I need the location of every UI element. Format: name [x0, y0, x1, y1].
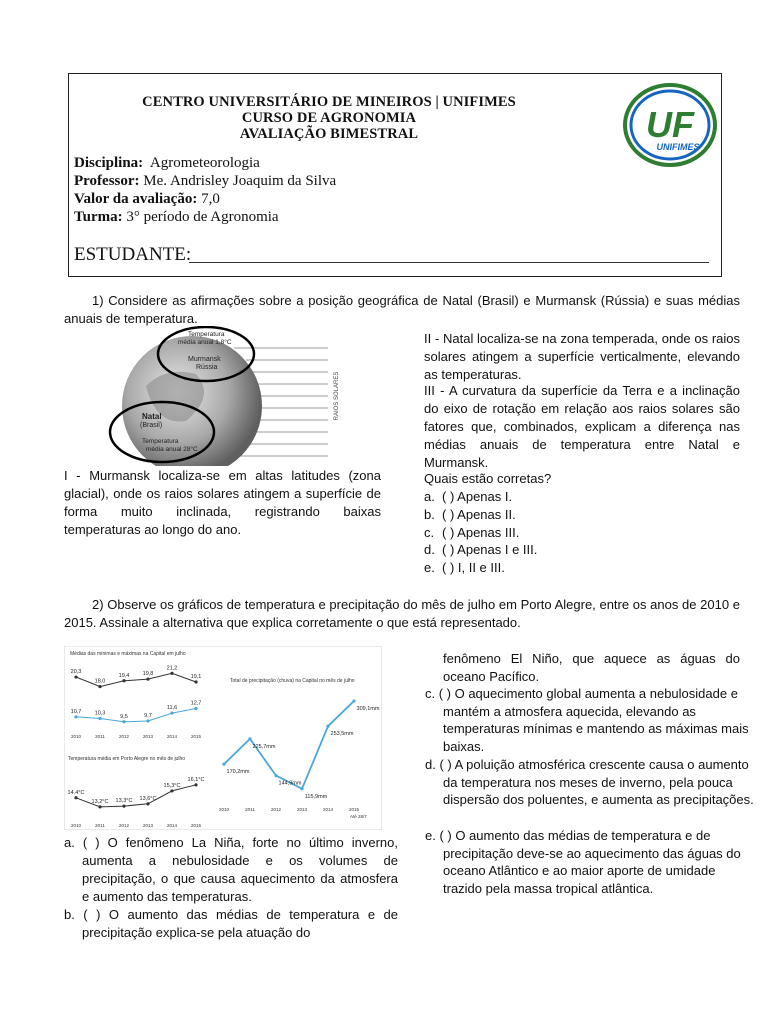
chart3-precip-value-label: 144,9mm [278, 780, 302, 787]
chart1-max-point [74, 675, 77, 678]
exam-title: AVALIAÇÃO BIMESTRAL [239, 126, 419, 142]
chart1-min-point [170, 711, 173, 714]
q1-option-d[interactable]: d. ( ) Apenas I e III. [424, 542, 538, 557]
murmansk-label-2: Rússia [196, 364, 218, 371]
chart2-mean-value-label: 15,3°C [163, 782, 181, 789]
professor-label: Professor: [74, 173, 140, 189]
q1-question: Quais estão corretas? [424, 471, 552, 486]
institution-name: CENTRO UNIVERSITÁRIO DE MINEIROS | UNIFIMES [142, 94, 516, 110]
chart2-mean-value-label: 13,2°C [91, 798, 109, 805]
chart2-tick-label: 2015 [190, 823, 202, 828]
chart1-max-point [194, 680, 197, 683]
q2-option-c[interactable]: c. ( ) O aquecimento global aumenta a nebulosidade e mantém a atmosfera aquecida, elevando as temperaturas mínimas e mantendo as máximas mais baixas. [425, 686, 749, 754]
top-temp-label-2: média anual 1,8°C [178, 339, 232, 346]
chart3-tick-label: 2012 [270, 807, 282, 812]
chart3-precip-value-label: 225,7mm [252, 743, 276, 750]
chart1-tick-label: 2012 [118, 734, 130, 739]
chart3-tick-label: 2011 [245, 807, 255, 812]
q1-prompt: 1) Considere as afirmações sobre a posição geográfica de Natal (Brasil) e Murmansk (Rússia) e suas médias anuais de temperatura. [64, 293, 740, 326]
unifimes-logo [622, 82, 718, 168]
class-label: Turma: [74, 209, 123, 225]
chart3-title: Total de precipitação (chuva) na Capital no mês de julho [230, 678, 355, 684]
natal-label-2: (Brasil) [140, 422, 163, 429]
rays-label: RAIOS SOLARES [334, 371, 340, 421]
chart1-max-point [146, 678, 149, 681]
chart1-max-point [122, 679, 125, 682]
chart2-mean-point [98, 805, 101, 808]
q2-option-b-cont: fenômeno El Niño, que aquece as águas do oceano Pacífico. [443, 651, 740, 684]
q1-statement-2: II - Natal localiza-se na zona temperada, onde os raios solares atingem a superfície verticalmente, elevando as temperaturas. [424, 331, 740, 382]
class-value: 3° período de Agronomia [126, 209, 279, 225]
chart1-tick-label: 2014 [166, 734, 178, 739]
chart3-precip-value-label: 170,2mm [226, 769, 250, 776]
chart2-title: Temperatura média em Porto Alegre no mês de julho [68, 756, 186, 762]
class-line [74, 208, 279, 226]
chart2-tick-label: 2013 [142, 823, 154, 828]
bottom-temp-label-2: média anual 28°C [146, 446, 198, 453]
chart3-tick-label: 2014 [322, 807, 334, 812]
q1-option-b[interactable]: b. ( ) Apenas II. [424, 507, 516, 522]
q2-option-e[interactable]: e. ( ) O aumento das médias de temperatura e de precipitação deve-se ao aquecimento das águas do oceano Atlântico e ao maior aporte de umidade trazido pela massa tropical atlântica. [425, 828, 741, 896]
chart3-precip-point [222, 762, 225, 765]
chart2-mean-value-label: 14,4°C [67, 789, 85, 796]
chart3-precip-value-label: 309,1mm [356, 705, 380, 712]
chart1-min-point [74, 715, 77, 718]
chart1-tick-label: 2011 [95, 734, 105, 739]
chart1-tick-label: 2013 [142, 734, 154, 739]
value-line [74, 190, 220, 208]
chart1-min-value-label: 11,6 [166, 705, 178, 712]
chart2-mean-point [170, 789, 173, 792]
student-label: ESTUDANTE: [74, 244, 192, 265]
q1-statement-1: I - Murmansk localiza-se em altas latitudes (zona glacial), onde os raios solares atingem a superfície de forma muito inclinada, registrando baixas temperaturas ao longo do ano. [64, 468, 381, 537]
chart1-max-value-label: 19,8 [142, 671, 154, 678]
chart3-precip-point [248, 737, 251, 740]
chart1-max-point [98, 685, 101, 688]
chart2-mean-point [146, 802, 149, 805]
exam-header [68, 73, 722, 277]
chart3-precip-point [274, 774, 277, 777]
chart1-max-point [170, 672, 173, 675]
chart1-min-point [194, 707, 197, 710]
chart2-mean-value-label: 13,6°C [139, 795, 157, 802]
chart3-precip-point [300, 787, 303, 790]
chart3-tick-label: 2010 [218, 807, 230, 812]
chart1-tick-label: 2010 [70, 734, 82, 739]
natal-label-1: Natal [142, 412, 162, 421]
chart1-min-value-label: 9,5 [120, 713, 128, 720]
chart3-precip-value-label: 253,5mm [330, 731, 354, 738]
professor-line [74, 172, 336, 190]
chart1-max-value-label: 21,2 [166, 665, 178, 672]
chart2-mean-point [194, 783, 197, 786]
chart1-max-value-label: 18,0 [94, 678, 106, 685]
chart3-note: Até 28/7 [350, 814, 367, 819]
chart1-min-value-label: 12,7 [190, 700, 202, 707]
chart3-precip-point [352, 699, 355, 702]
top-temp-label-1: Temperatura [188, 331, 225, 338]
discipline-label: Disciplina: [74, 155, 144, 171]
chart2-mean-value-label: 16,1°C [187, 776, 205, 783]
chart1-min-point [98, 717, 101, 720]
chart2-mean-value-label: 13,3°C [115, 798, 133, 805]
chart2-tick-label: 2014 [166, 823, 178, 828]
q1-option-e[interactable]: e. ( ) I, II e III. [424, 560, 505, 575]
professor-value: Me. Andrisley Joaquim da Silva [143, 173, 337, 189]
chart1-title: Médias das mínimas e máximas na Capital em julho [70, 651, 186, 657]
bottom-temp-label-1: Temperatura [142, 438, 179, 445]
chart2-tick-label: 2011 [95, 823, 105, 828]
chart2-tick-label: 2010 [70, 823, 82, 828]
discipline-line [74, 154, 260, 172]
chart1-min-point [122, 720, 125, 723]
q1-statement-3: III - A curvatura da superfície da Terra e a inclinação do eixo de rotação em relação aos raios solares são fatores que, combinados, explicam a diferença nas médias anuais de temperatura entre Natal e Murmansk. [424, 383, 740, 470]
student-name-line[interactable] [189, 262, 709, 263]
value-value: 7,0 [201, 191, 220, 207]
chart2-tick-label: 2012 [118, 823, 130, 828]
chart3-tick-label: 2013 [296, 807, 308, 812]
value-label: Valor da avaliação: [74, 191, 198, 207]
logo-letters: UF [646, 104, 694, 145]
q2-option-d[interactable]: d. ( ) A poluição atmosférica crescente causa o aumento da temperatura nos meses de inverno, pela pouca dispersão dos poluentes, e aumenta as precipitações. [425, 757, 754, 807]
chart3-tick-label: 2015 [348, 807, 360, 812]
chart1-tick-label: 2015 [190, 734, 202, 739]
charts-figure [64, 646, 382, 830]
chart1-min-value-label: 10,3 [94, 710, 106, 717]
earth-sun-figure [106, 326, 350, 466]
chart1-min-value-label: 10,7 [70, 708, 82, 715]
murmansk-label-1: Murmansk [188, 356, 221, 363]
chart1-min-point [146, 719, 149, 722]
chart1-min-value-label: 9,7 [144, 712, 152, 719]
chart3-precip-point [326, 725, 329, 728]
chart2-mean-point [122, 805, 125, 808]
chart1-max-value-label: 20,3 [70, 669, 82, 676]
chart1-max-value-label: 19,4 [118, 672, 130, 679]
q1-option-c[interactable]: c. ( ) Apenas III. [424, 525, 520, 540]
chart1-max-value-label: 19,1 [190, 674, 202, 681]
chart3-precip-value-label: 115,9mm [304, 793, 328, 800]
q2-option-b[interactable]: b. ( ) O aumento das médias de temperatura e de precipitação explica-se pela atuação do [64, 907, 398, 940]
q1-option-a[interactable]: a. ( ) Apenas I. [424, 489, 513, 504]
q2-option-a[interactable]: a. ( ) O fenômeno La Niña, forte no último inverno, aumenta a nebulosidade e os volumes de precipitação, o que causa aquecimento da atmosfera e aumento das temperaturas. [64, 835, 398, 904]
q2-prompt: 2) Observe os gráficos de temperatura e precipitação do mês de julho em Porto Alegre, entre os anos de 2010 e 2015. Assinale a alternativa que explica corretamente o que está representado. [64, 597, 740, 630]
chart2-mean-point [74, 796, 77, 799]
discipline-value: Agrometeorologia [149, 155, 260, 171]
logo-text: UNIFIMES [656, 142, 700, 152]
course-name: CURSO DE AGRONOMIA [241, 110, 417, 126]
